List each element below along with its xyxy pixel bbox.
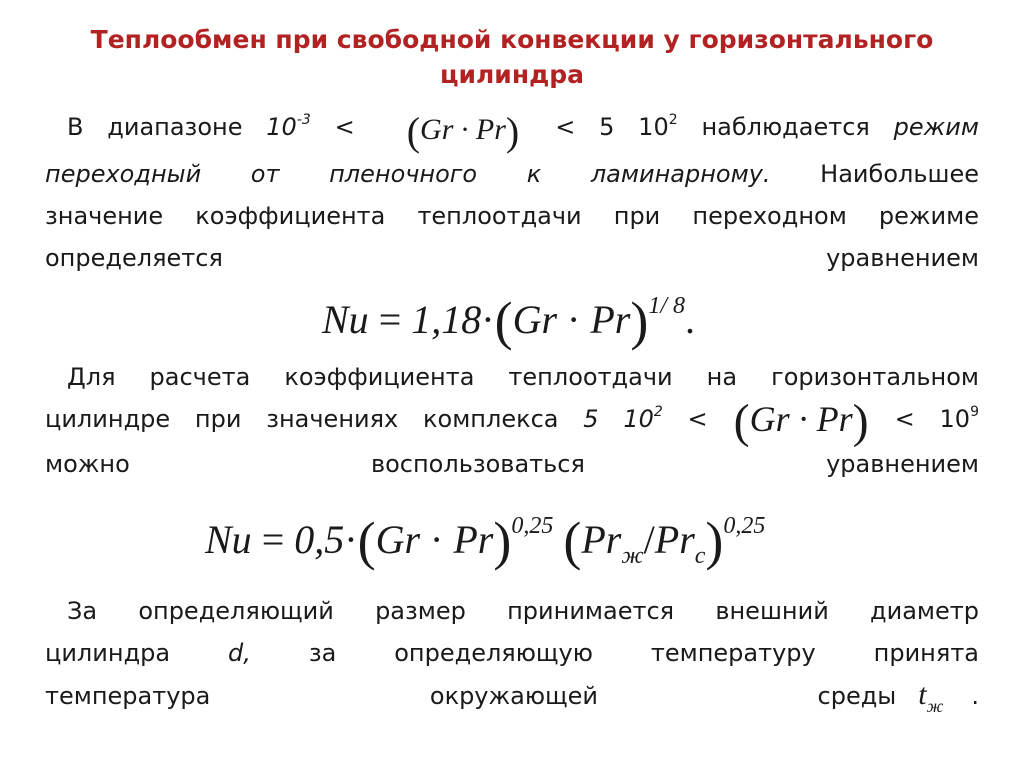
eq1-dot: · (481, 297, 495, 342)
eq1-end: . (685, 297, 695, 342)
gr-pr-text-2: Gr · Pr (749, 399, 853, 439)
para2-line-1: Для расчета коэффициента теплоотдачи на горизонтальном (67, 363, 979, 391)
t-fluid-symbol: t (918, 678, 927, 711)
para3-line-2-a: цилиндра (45, 639, 229, 667)
eq2-pr: Pr (453, 517, 494, 562)
eq2-dot: · (344, 517, 358, 562)
para3-line-2 (45, 632, 979, 674)
lt-sign-1: < (310, 113, 355, 141)
para2-val1: 5 10 (583, 405, 654, 433)
range-low: 10 (266, 113, 297, 141)
eq2-exponent-2: 0,25 (723, 513, 766, 539)
para2-line-2 (45, 395, 979, 448)
slide-title (60, 22, 964, 92)
eq2-sub-wall: с (694, 543, 706, 569)
eq2-pr-wall: Pr (654, 517, 695, 562)
para3-line-3-text: температура окружающей среды (45, 682, 897, 710)
equation-nu-transition: $Nu = 1,18\cdot(Gr \cdot Pr)^{1/ 8}$. (322, 291, 695, 351)
para1-line-2 (45, 153, 979, 195)
para2-line-3: можно воспользоваться уравнением (45, 450, 979, 478)
eq2-pr-fluid: Pr (581, 517, 622, 562)
para1-line-4: определяется уравнением (45, 244, 979, 272)
eq1-coef: 1,18 (411, 297, 482, 342)
eq1-nu: Nu (322, 297, 369, 342)
range-high-exp: 2 (668, 112, 678, 128)
eq2-nu: Nu (205, 517, 252, 562)
para3-line-3 (45, 674, 979, 727)
eq1-exponent: 1/ 8 (648, 293, 685, 319)
para3-line-1: За определяющий размер принимается внешний диаметр (67, 597, 979, 625)
title-line-1: Теплообмен при свободной конвекции у горизонтального (90, 25, 934, 54)
para3-line-2-b: за определяющую температуру принята (250, 639, 980, 667)
title-line-2: цилиндра (439, 60, 585, 89)
para2-val1-exp: 2 (653, 404, 663, 420)
eq2-slash: / (643, 517, 655, 562)
observed-text: наблюдается (677, 113, 894, 141)
para2-line-2-prefix: цилиндре при значениях комплекса (45, 405, 584, 433)
para2-lt-1: < (662, 405, 708, 433)
gr-pr-inline-2: (Gr · Pr) (733, 395, 869, 448)
eq2-equals: = (261, 517, 285, 562)
eq2-gr: Gr (375, 517, 421, 562)
paragraph-horizontal-cylinder (45, 356, 979, 485)
para3-end: . (971, 682, 979, 710)
lt-sign-2: < 5 10 (555, 113, 669, 141)
eq2-coef: 0,5 (294, 517, 345, 562)
paragraph-characteristic-size (45, 590, 979, 727)
para1-line-2-rest: Наибольшее (770, 160, 979, 188)
eq1-pr: Pr (590, 297, 631, 342)
paragraph-transition-regime (45, 106, 979, 279)
equation-nu-cylinder: $Nu = 0,5\cdot(Gr \cdot Pr)^{0,25}$ $(Pr_ж/Pr_с)^{0,25}$ (205, 511, 766, 571)
range-low-exp: -3 (296, 112, 311, 128)
eq1-gr: Gr (512, 297, 558, 342)
gr-pr-text-1: Gr · Pr (420, 113, 506, 146)
para1-line-1 (45, 106, 979, 153)
diameter-symbol: d, (228, 639, 251, 667)
range-prefix: В диапазоне (67, 113, 267, 141)
t-fluid-subscript: ж (926, 696, 944, 716)
gr-pr-inline-1: (Gr · Pr) (406, 109, 520, 154)
eq1-equals: = (378, 297, 402, 342)
para1-line-3: значение коэффициента теплоотдачи при переходном режиме (45, 202, 979, 230)
eq2-sub-fluid: ж (621, 543, 644, 569)
para2-val2-exp: 9 (970, 404, 979, 420)
regime-description: переходный от пленочного к ламинарному. (45, 160, 771, 188)
eq2-exponent-1: 0,25 (511, 513, 554, 539)
para2-lt-2: < 10 (894, 405, 971, 433)
regime-word: режим (893, 113, 979, 141)
